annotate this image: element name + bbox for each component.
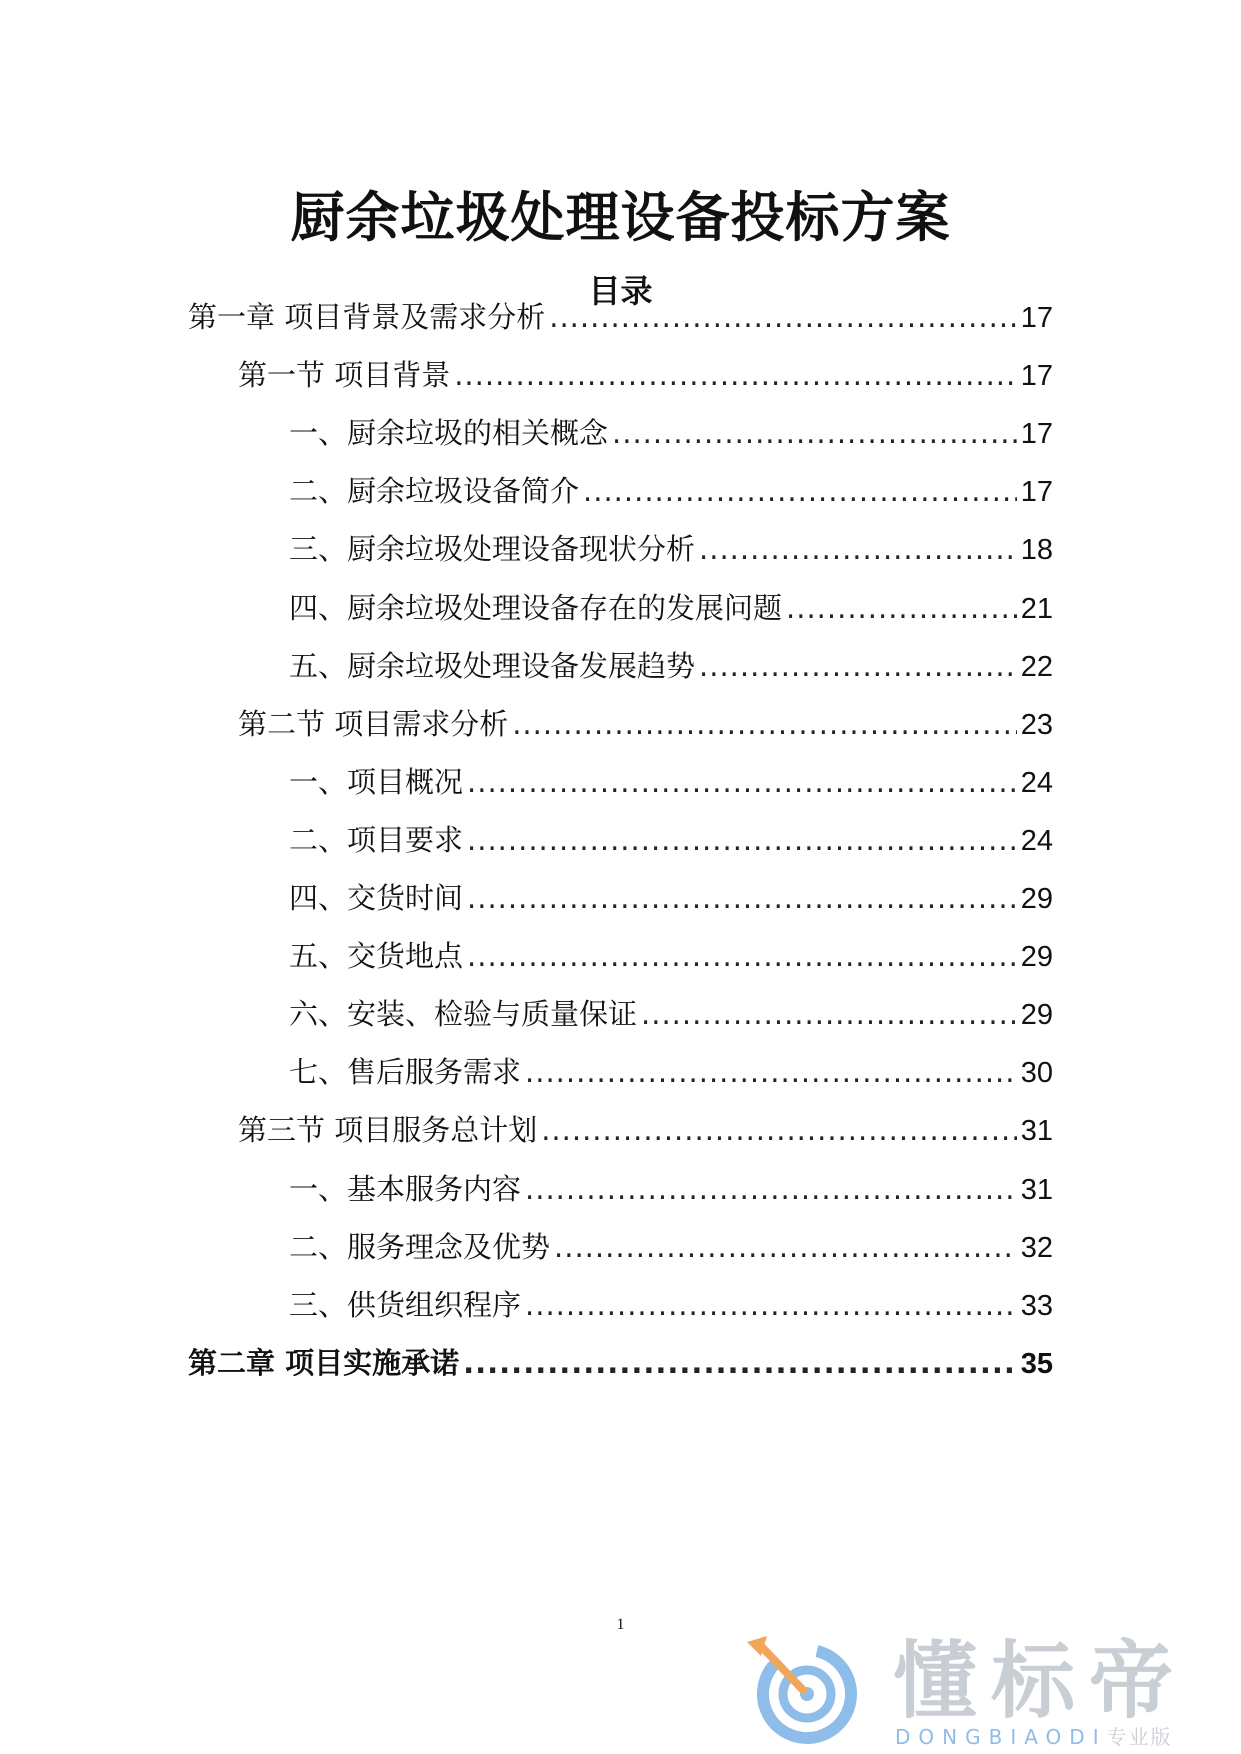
toc-entry[interactable] <box>289 529 1053 569</box>
toc-entry-label: 第二章 项目实施承诺 <box>188 1345 460 1380</box>
toc-dot-leader <box>612 413 1017 453</box>
toc-entry[interactable] <box>289 471 1053 511</box>
watermark-edition: 专业版 <box>1106 1725 1173 1749</box>
toc-dot-leader <box>525 1052 1017 1092</box>
toc-entry[interactable] <box>289 994 1053 1034</box>
toc-dot-leader <box>699 646 1017 686</box>
toc-entry[interactable] <box>289 413 1053 453</box>
toc-entry[interactable] <box>238 704 1053 744</box>
page-number: 1 <box>616 1616 625 1633</box>
toc-entry-page: 22 <box>1020 650 1053 683</box>
toc-entry-page: 31 <box>1020 1115 1053 1148</box>
toc-entry[interactable] <box>289 1169 1053 1209</box>
toc-entry-label: 二、服务理念及优势 <box>289 1229 551 1264</box>
toc-entry[interactable] <box>289 1052 1053 1092</box>
toc-entry-label: 四、交货时间 <box>289 881 464 915</box>
toc-entry-page: 33 <box>1020 1289 1053 1322</box>
target-arrow-icon <box>745 1630 865 1748</box>
toc-entry-label: 二、项目要求 <box>289 822 464 857</box>
toc-entry-page: 29 <box>1020 883 1053 915</box>
watermark <box>745 1630 1225 1748</box>
toc-heading: 目录 <box>588 272 653 310</box>
toc-entry[interactable] <box>188 1343 1053 1383</box>
toc-entry-page: 17 <box>1020 302 1053 334</box>
toc-entry-page: 30 <box>1020 1057 1053 1090</box>
toc-entry-page: 23 <box>1020 708 1053 741</box>
watermark-subtitle <box>895 1726 1173 1748</box>
toc-dot-leader <box>454 355 1017 395</box>
toc-entry-label: 二、厨余垃圾设备简介 <box>289 474 580 509</box>
toc-entry-page: 17 <box>1020 476 1053 509</box>
toc-entry-page: 24 <box>1020 766 1053 799</box>
toc-entry[interactable] <box>238 355 1053 395</box>
toc-entry-label: 五、厨余垃圾处理设备发展趋势 <box>289 648 696 683</box>
toc-entry[interactable] <box>188 297 1053 337</box>
toc-entry[interactable] <box>289 1285 1053 1325</box>
toc-entry-label: 一、项目概况 <box>289 764 464 799</box>
watermark-brand: 懂标帝 <box>893 1632 1188 1730</box>
toc-dot-leader <box>467 878 1017 918</box>
toc-entry-page: 24 <box>1020 824 1053 857</box>
toc-dot-leader <box>512 704 1017 744</box>
toc-dot-leader <box>541 1110 1017 1150</box>
toc-dot-leader <box>554 1227 1017 1267</box>
toc-entry-page: 29 <box>1020 941 1053 974</box>
toc-dot-leader <box>549 297 1017 337</box>
toc-dot-leader <box>463 1343 1017 1383</box>
toc-entry[interactable] <box>289 762 1053 802</box>
toc-entry-label: 四、厨余垃圾处理设备存在的发展问题 <box>289 590 783 625</box>
toc-dot-leader <box>583 471 1017 511</box>
toc-entry[interactable] <box>289 820 1053 860</box>
toc-entry-label: 三、供货组织程序 <box>289 1287 522 1322</box>
toc-entry-label: 第二节 项目需求分析 <box>238 706 509 741</box>
toc-entry-label: 七、售后服务需求 <box>289 1055 522 1090</box>
toc-dot-leader <box>467 820 1017 860</box>
toc-entry-label: 第一节 项目背景 <box>238 358 451 393</box>
toc-entry-page: 21 <box>1020 592 1053 625</box>
toc-entry-page: 31 <box>1020 1173 1053 1206</box>
toc-entry-label: 第三节 项目服务总计划 <box>238 1113 538 1148</box>
toc-dot-leader <box>786 588 1017 628</box>
toc-entry-label: 第一章 项目背景及需求分析 <box>188 300 546 334</box>
toc-entry[interactable] <box>289 646 1053 686</box>
toc-entry-label: 五、交货地点 <box>289 939 464 974</box>
toc-dot-leader <box>525 1169 1017 1209</box>
toc-entry-page: 29 <box>1020 999 1053 1032</box>
toc-entry[interactable] <box>238 1110 1053 1150</box>
toc-entry[interactable] <box>289 588 1053 628</box>
toc-entry-label: 一、基本服务内容 <box>289 1171 522 1206</box>
toc-entry-label: 一、厨余垃圾的相关概念 <box>289 416 609 451</box>
toc-entry-page: 32 <box>1020 1231 1053 1264</box>
toc-entry[interactable] <box>289 1227 1053 1267</box>
watermark-subtitle-text: DONGBIAODI <box>895 1725 1107 1749</box>
toc-entry-page: 17 <box>1020 360 1053 393</box>
toc-entry[interactable] <box>289 936 1053 976</box>
toc-dot-leader <box>467 762 1017 802</box>
toc-entry-page: 17 <box>1020 418 1053 451</box>
toc-entry[interactable] <box>289 878 1053 918</box>
toc-entry-page: 18 <box>1020 534 1053 567</box>
toc-dot-leader <box>467 936 1017 976</box>
document-title: 厨余垃圾处理设备投标方案 <box>290 186 951 249</box>
toc-dot-leader <box>699 529 1017 569</box>
toc-dot-leader <box>641 994 1017 1034</box>
toc-entry-label: 六、安装、检验与质量保证 <box>289 997 638 1032</box>
toc-dot-leader <box>525 1285 1017 1325</box>
toc-entry-page: 35 <box>1020 1347 1053 1380</box>
toc-entry-label: 三、厨余垃圾处理设备现状分析 <box>289 532 696 567</box>
